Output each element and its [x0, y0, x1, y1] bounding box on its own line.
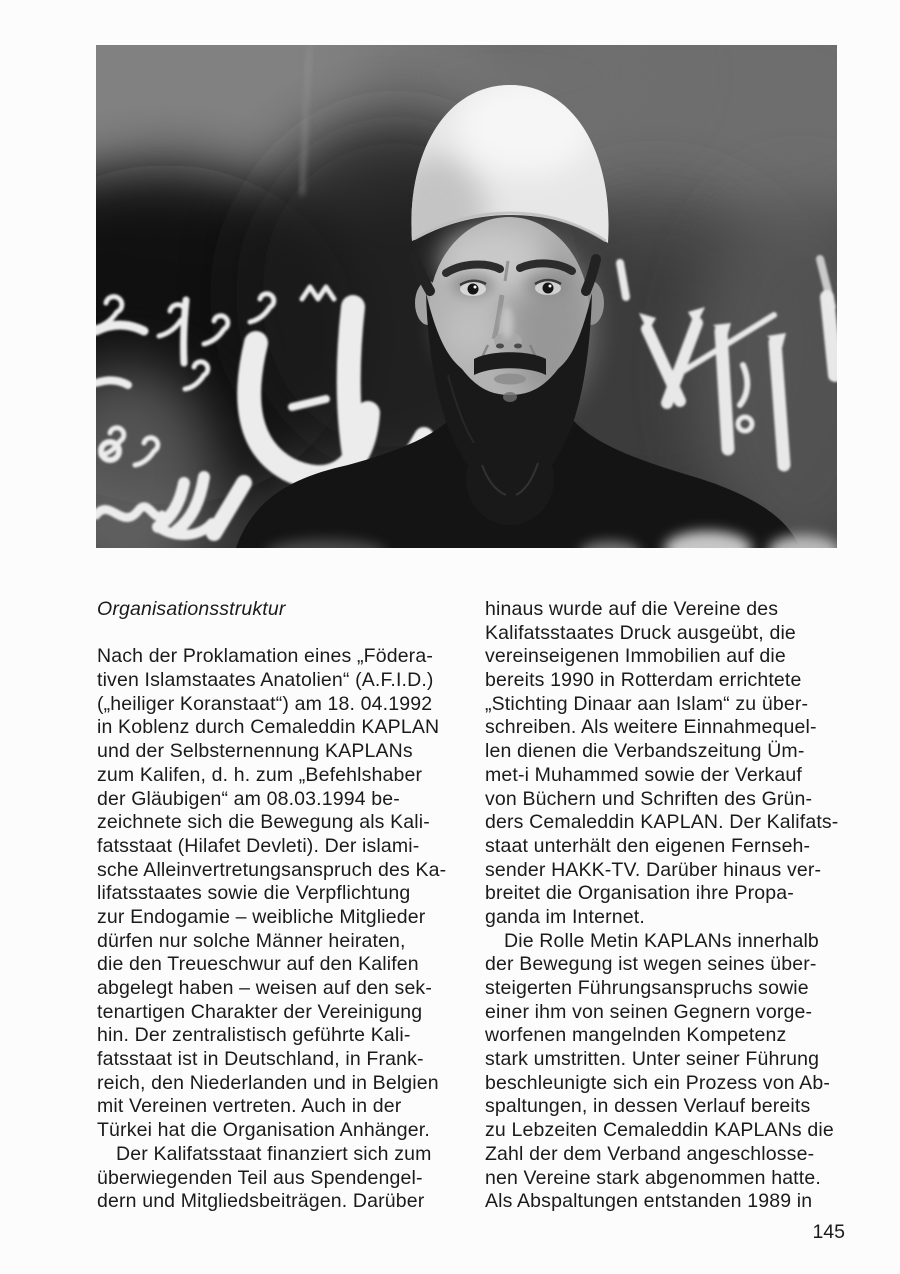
- text-line: Nach der Proklamation eines „Födera-: [97, 645, 433, 668]
- text-line: staat unterhält den eigenen Fernseh-: [485, 834, 811, 857]
- text-line: dern und Mitgliedsbeiträgen. Darüber: [97, 1190, 425, 1213]
- left-column-text: [97, 645, 453, 1214]
- text-line: die den Treueschwur auf den Kalifen: [97, 953, 419, 976]
- text-line: zum Kalifen, d. h. zum „Befehlshaber: [97, 763, 423, 786]
- text-line: einer ihm von seinen Gegnern vorge-: [485, 1000, 813, 1023]
- text-line: von Büchern und Schriften des Grün-: [485, 787, 813, 810]
- text-line: sender HAKK-TV. Darüber hinaus ver-: [485, 858, 822, 881]
- text-line: abgelegt haben – weisen auf den sek-: [97, 977, 432, 1000]
- portrait-photo: [96, 45, 837, 548]
- text-line: lifatsstaates sowie die Verpflichtung: [97, 882, 411, 905]
- text-line: spaltungen, in dessen Verlauf bereits: [485, 1095, 811, 1118]
- text-line: Als Abspaltungen entstanden 1989 in: [485, 1190, 813, 1213]
- right-column-text: [485, 598, 847, 1214]
- text-line: schreiben. Als weitere Einnahmequel-: [485, 716, 817, 739]
- text-line: und der Selbsternennung KAPLANs: [97, 740, 413, 763]
- text-line: in Koblenz durch Cemaleddin KAPLAN: [97, 716, 440, 739]
- text-line: der Gläubigen“ am 08.03.1994 be-: [97, 787, 400, 810]
- page-number: 145: [812, 1221, 845, 1243]
- text-line: zu Lebzeiten Cemaleddin KAPLANs die: [485, 1119, 834, 1142]
- text-line: Zahl der dem Verband angeschlosse-: [485, 1142, 815, 1165]
- text-line: beschleunigte sich ein Prozess von Ab-: [485, 1071, 830, 1094]
- text-line: „Stichting Dinaar aan Islam“ zu über-: [485, 692, 809, 715]
- text-line: („heiliger Koranstaat“) am 18. 04.1992: [97, 692, 433, 715]
- text-line: reich, den Niederlanden und in Belgien: [97, 1071, 439, 1094]
- text-line: tiven Islamstaates Anatolien“ (A.F.I.D.): [97, 669, 434, 692]
- text-line: überwiegenden Teil aus Spendengel-: [97, 1166, 423, 1189]
- text-line: vereinseigenen Immobilien auf die: [485, 645, 786, 668]
- left-column: [97, 598, 453, 1214]
- text-line: bereits 1990 in Rotterdam errichtete: [485, 669, 802, 692]
- lips: [494, 374, 526, 385]
- text-line: mit Vereinen vertreten. Auch in der: [97, 1095, 402, 1118]
- text-line: steigerten Führungsanspruchs sowie: [485, 977, 809, 999]
- text-line: met-i Muhammed sowie der Verkauf: [485, 763, 802, 786]
- paragraph-gap: [97, 622, 453, 646]
- text-line: Die Rolle Metin KAPLANs innerhalb: [504, 929, 819, 952]
- text-line: Kalifatsstaates Druck ausgeübt, die: [485, 621, 796, 644]
- section-heading: Organisationsstruktur: [97, 598, 286, 620]
- text-line: hin. Der zentralistisch geführte Kali-: [97, 1024, 411, 1047]
- text-line: ders Cemaleddin KAPLAN. Der Kalifats-: [485, 811, 839, 834]
- text-line: ganda im Internet.: [485, 905, 645, 928]
- text-line: len dienen die Verbandszeitung Üm-: [485, 740, 805, 763]
- text-line: Der Kalifatsstaat finanziert sich zum: [116, 1142, 432, 1165]
- text-line: dürfen nur solche Männer heiraten,: [97, 929, 406, 952]
- text-line: zur Endogamie – weibliche Mitglieder: [97, 905, 426, 928]
- text-line: worfenen mangelnden Kompetenz: [485, 1024, 787, 1047]
- text-line: breitet die Organisation ihre Propa-: [485, 882, 794, 905]
- text-line: tenartigen Charakter der Vereinigung: [97, 1000, 423, 1023]
- text-line: hinaus wurde auf die Vereine des: [485, 598, 779, 620]
- text-line: zeichnete sich die Bewegung als Kali-: [97, 811, 430, 834]
- text-line: stark umstritten. Unter seiner Führung: [485, 1048, 820, 1071]
- text-line: der Bewegung ist wegen seines über-: [485, 953, 817, 976]
- text-line: nen Vereine stark abgenommen hatte.: [485, 1166, 821, 1189]
- text-line: Türkei hat die Organisation Anhänger.: [97, 1119, 430, 1142]
- text-line: fatsstaat (Hilafet Devleti). Der islami-: [97, 834, 420, 857]
- right-column: [485, 598, 847, 1214]
- text-line: fatsstaat ist in Deutschland, in Frank-: [97, 1048, 424, 1071]
- text-line: sche Alleinvertretungsanspruch des Ka-: [97, 858, 447, 881]
